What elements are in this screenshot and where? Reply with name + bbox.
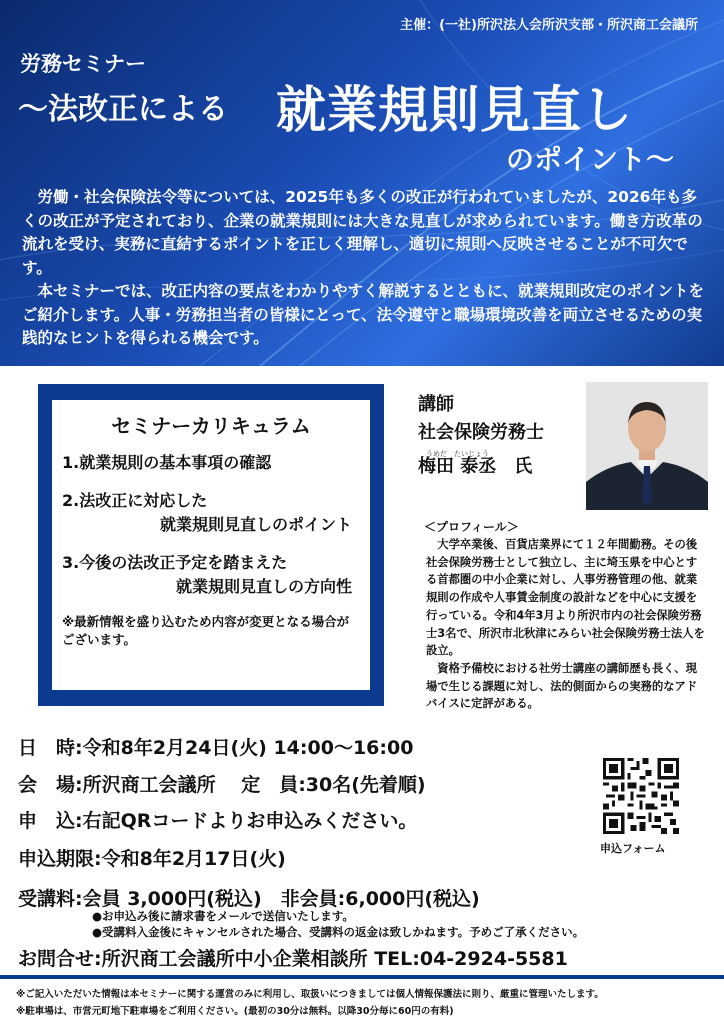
lecturer-name-ruby: うめだ たいじょう xyxy=(426,450,489,458)
title-prefix: 〜法改正による xyxy=(18,92,228,127)
curriculum-item-2 xyxy=(62,489,360,537)
event-deadline: 申込期限:令和8年2月17日(火) xyxy=(18,848,286,870)
curriculum-box xyxy=(38,384,384,706)
curriculum-note: ※最新情報を盛り込むため内容が変更となる場合がございます。 xyxy=(62,614,350,647)
curriculum-item-3-line1: 3.今後の法改正予定を踏まえた xyxy=(62,553,288,572)
profile-text xyxy=(426,536,708,713)
lecturer-title: 社会保険労務士 xyxy=(418,422,544,443)
lecturer-portrait-image xyxy=(586,382,708,510)
lecturer-label: 講師 xyxy=(418,394,454,415)
qr-code-image[interactable] xyxy=(603,758,679,834)
curriculum-item-2-line1: 2.法改正に対応した xyxy=(62,491,208,510)
seminar-label: 労務セミナー xyxy=(20,52,146,76)
curriculum-item-3-line2: 就業規則見直しの方向性 xyxy=(175,577,352,596)
curriculum-title: セミナーカリキュラム xyxy=(111,414,311,438)
title-suffix: のポイント〜 xyxy=(506,143,675,176)
hero-banner xyxy=(0,0,724,366)
qr-label: 申込フォーム xyxy=(600,842,666,855)
curriculum-item-2-line2: 就業規則見直しのポイント xyxy=(159,515,352,534)
lecturer-name: 梅田 泰丞 氏 xyxy=(418,456,533,477)
qr-code[interactable] xyxy=(603,758,679,834)
profile-paragraph-2: 資格予備校における社労士講座の講師歴も長く、現場で生じる課題に対し、法的側面からの実務的なアドバイスに定評がある。 xyxy=(426,661,698,711)
event-datetime: 日 時:令和8年2月24日(火) 14:00〜16:00 xyxy=(18,737,414,759)
page-title: 就業規則見直し xyxy=(276,81,633,139)
contact-info: お問合せ:所沢商工会議所中小企業相談所 TEL:04-2924-5581 xyxy=(18,948,568,970)
footer-divider xyxy=(0,975,724,979)
curriculum-item-1-text: 1.就業規則の基本事項の確認 xyxy=(62,453,272,472)
intro-paragraph-1: 労働・社会保険法令等については、2025年も多くの改正が行われていましたが、2026年も多くの改正が予定されており、企業の就業規則には大きな見直しが求められています。働き方改革の流れを受け、実務に直結するポイントを正しく理解し、適切に規則へ反映させることが不可欠です。 xyxy=(22,188,703,277)
event-apply: 申 込:右記QRコードよりお申込みください。 xyxy=(18,810,418,832)
curriculum-item-1 xyxy=(62,451,360,475)
lecturer-photo xyxy=(586,382,708,510)
fee-note-2: ●受講料入金後にキャンセルされた場合、受講料の返金は致しかねます。予めご了承ください。 xyxy=(92,925,585,939)
profile-paragraph-1: 大学卒業後、百貨店業界にて１２年間勤務。その後社会保険労務士として独立し、主に埼玉県を中心とする首都圏の中小企業に対し、人事労務管理の他、就業規則の作成や人事賃金制度の設計などを中心に支援を行っている。令和4年3月より所沢市内の社会保険労務士3名で、所沢市北秋津にみらい社会保険労務士法人を設立。 xyxy=(426,538,705,658)
profile-label: ＜プロフィール＞ xyxy=(424,520,519,534)
intro-paragraph-2: 本セミナーでは、改正内容の要点をわかりやすく解説するとともに、就業規則改定のポイントをご紹介します。人事・労務担当者の皆様にとって、法令遵守と職場環境改善を両立させるための実践的なヒントを得られる機会です。 xyxy=(22,282,705,347)
lecturer-info xyxy=(418,392,544,480)
fee-note-1: ●お申込み後に請求書をメールで送信いたします。 xyxy=(92,909,354,923)
event-venue: 会 場:所沢商工会議所 定 員:30名(先着順) xyxy=(18,774,426,796)
curriculum-item-3 xyxy=(62,551,360,599)
organizer-text: 主催：(一社)所沢法人会所沢支部・所沢商工会議所 xyxy=(400,18,698,33)
event-fee: 受講料:会員 3,000円(税込) 非会員:6,000円(税込) xyxy=(18,888,480,910)
intro-text xyxy=(22,186,706,351)
footer-note-2: ※駐車場は、市営元町地下駐車場をご利用ください。(最初の30分は無料。以降30分毎に60円の有料) xyxy=(16,1006,454,1017)
curriculum-panel xyxy=(52,400,370,690)
footer-note-1: ※ご記入いただいた情報は本セミナーに関する運営のみに利用し、取扱いにつきましては個人情報保護法に則り、厳重に管理いたします。 xyxy=(16,989,604,1000)
